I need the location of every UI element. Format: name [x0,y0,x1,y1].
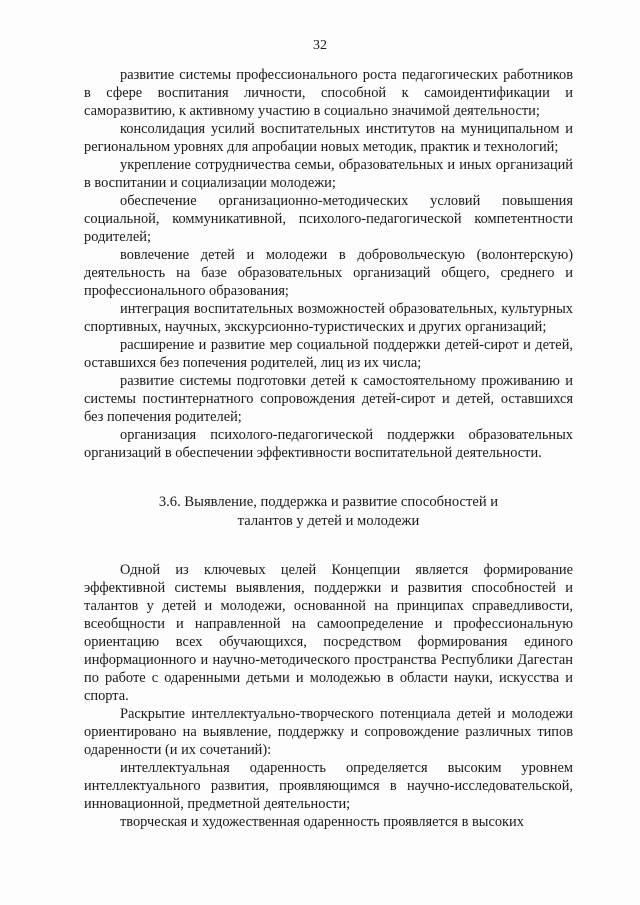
section-heading-line: талантов у детей и молодежи [237,513,420,529]
paragraph: организация психолого-педагогической поддержки образовательных организаций в обеспечении эффективности воспитательной деятельности. [84,427,573,461]
section-heading-line: 3.6. Выявление, поддержка и развитие способностей и [158,494,499,510]
paragraph: интеллектуальная одаренность определяется высоким уровнем интеллектуального развития, проявляющимся в научно-исследовательской, инновационной, предметной деятельности; [84,760,573,812]
paragraph: творческая и художественная одаренность проявляется в высоких [120,814,524,830]
paragraph: интеграция воспитательных возможностей образовательных, культурных спортивных, научных, экскурсионно-туристических и других организаций; [84,301,573,335]
paragraph: развитие системы подготовки детей к самостоятельному проживанию и системы постинтернатного сопровождения детей-сирот и детей, оставшихся без попечения родителей; [84,373,573,425]
page-number: 32 [313,38,327,53]
paragraph: обеспечение организационно-методических условий повышения социальной, коммуникативной, психолого-педагогической компетентности родителей; [84,193,573,245]
paragraph: укрепление сотрудничества семьи, образовательных и иных организаций в воспитании и социализации молодежи; [84,157,573,191]
paragraph: расширение и развитие мер социальной поддержки детей-сирот и детей, оставшихся без попечения родителей, лиц из их числа; [84,337,573,371]
paragraph: консолидация усилий воспитательных институтов на муниципальном и региональном уровнях для апробации новых методик, практик и технологий; [84,121,573,155]
paragraph: развитие системы профессионального роста педагогических работников в сфере воспитания личности, способной к самоидентификации и саморазвитию, к активному участию в социально значимой деятельности; [84,67,573,119]
paragraph: вовлечение детей и молодежи в добровольческую (волонтерскую) деятельность на базе образовательных организаций общего, среднего и профессионального образования; [84,247,573,299]
section-heading [84,493,573,531]
document-body [84,66,573,831]
paragraph: Одной из ключевых целей Концепции является формирование эффективной системы выявления, поддержки и развития способностей и талантов у детей и молодежи, основанной на принципах справедливости, всеобщности и направленной на самоопределение и профессиональную ориентацию всех обучающихся, посредством формирования единого информационного и научно-методического пространства Республики Дагестан по работе с одаренными детьми и молодежью в области науки, искусства и спорта. [84,562,573,704]
paragraph: Раскрытие интеллектуально-творческого потенциала детей и молодежи ориентировано на выявление, поддержку и сопровождение различных типов одаренности (и их сочетаний): [84,706,573,758]
